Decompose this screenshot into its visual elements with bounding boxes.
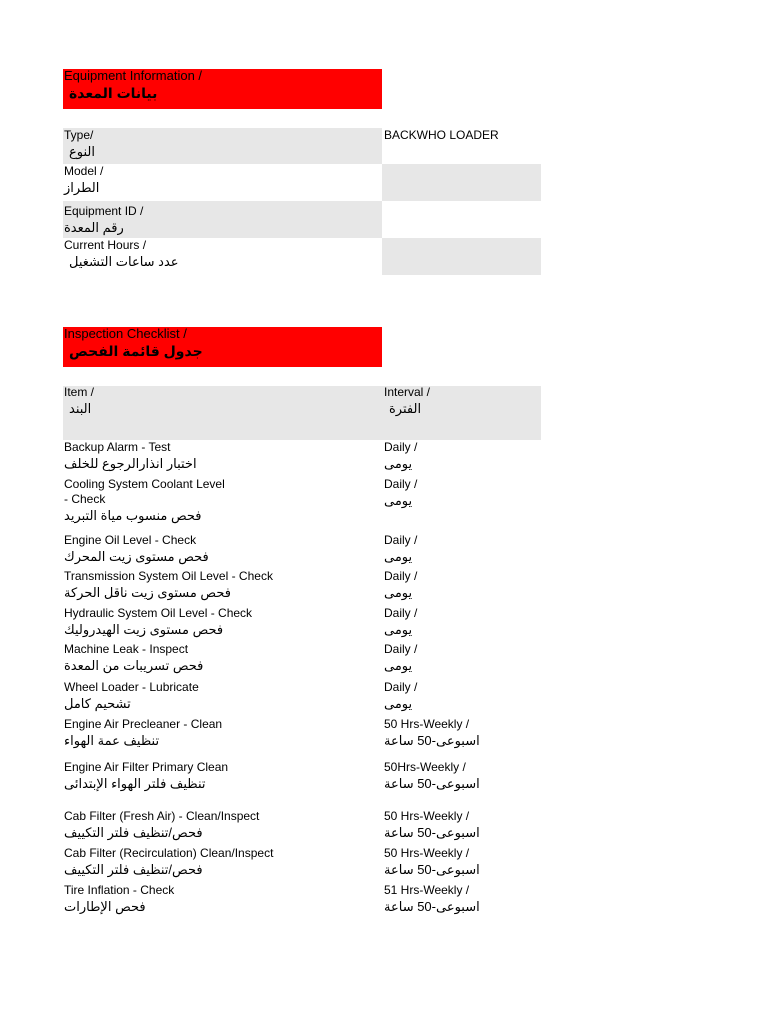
checklist-title-en: Inspection Checklist / <box>64 326 187 341</box>
item-interval-en: 51 Hrs-Weekly / <box>384 883 470 897</box>
model-label-ar: الطراز <box>64 180 100 195</box>
item-interval-en: Daily / <box>384 533 418 547</box>
item-interval-ar: اسبوعى-50 ساعة <box>384 825 480 840</box>
item-interval-en: Daily / <box>384 606 418 620</box>
item-interval-ar: يومى <box>384 658 413 673</box>
item-name-en: Engine Air Filter Primary Clean <box>64 760 229 774</box>
equipment-title-en: Equipment Information / <box>64 68 203 83</box>
equipment-row-type-label-bg <box>63 128 382 164</box>
current-hours-label-en: Current Hours / <box>64 238 147 252</box>
item-interval-en: Daily / <box>384 440 418 454</box>
item-interval-ar: اسبوعى-50 ساعة <box>384 733 480 748</box>
item-interval-ar: اسبوعى-50 ساعة <box>384 862 480 877</box>
item-name-ar: فحص مستوى زيت ناقل الحركة <box>64 585 231 600</box>
item-name-en: Cab Filter (Fresh Air) - Clean/Inspect <box>64 809 260 823</box>
col-item-en: Item / <box>64 385 95 399</box>
item-interval-en: Daily / <box>384 477 418 491</box>
item-name-ar: تنظيف فلتر الهواء الإبتدائى <box>64 776 206 791</box>
item-interval-en: 50 Hrs-Weekly / <box>384 846 470 860</box>
item-name-en: Hydraulic System Oil Level - Check <box>64 606 253 620</box>
item-name-en: Machine Leak - Inspect <box>64 642 189 656</box>
item-name-ar: فحص تسريبات من المعدة <box>64 658 204 673</box>
type-label-ar: النوع <box>69 144 95 159</box>
item-interval-en: 50 Hrs-Weekly / <box>384 717 470 731</box>
item-name-ar: تشحيم كامل <box>64 696 131 711</box>
item-name-ar: فحص منسوب مياة التبريد <box>64 508 202 523</box>
type-value: BACKWHO LOADER <box>384 128 499 142</box>
item-name-en: Cooling System Coolant Level <box>64 477 225 491</box>
item-name-en: Backup Alarm - Test <box>64 440 171 454</box>
item-name-ar: فحص الإطارات <box>64 899 146 914</box>
item-name-en: Engine Oil Level - Check <box>64 533 197 547</box>
item-interval-en: Daily / <box>384 642 418 656</box>
item-interval-ar: اسبوعى-50 ساعة <box>384 776 480 791</box>
col-interval-en: Interval / <box>384 385 431 399</box>
checklist-section-header <box>63 327 382 367</box>
item-name-en-cont: - Check <box>64 492 106 506</box>
item-interval-ar: يومى <box>384 456 413 471</box>
item-name-ar: فحص/تنظيف فلتر التكييف <box>64 825 203 840</box>
item-interval-en: 50 Hrs-Weekly / <box>384 809 470 823</box>
item-interval-ar: اسبوعى-50 ساعة <box>384 899 480 914</box>
item-name-ar: فحص مستوى زيت المحرك <box>64 549 209 564</box>
equipment-id-label-en: Equipment ID / <box>64 204 144 218</box>
checklist-title-ar: جدول قائمة الفحص <box>69 343 203 359</box>
item-interval-ar: يومى <box>384 493 413 508</box>
item-name-ar: فحص/تنظيف فلتر التكييف <box>64 862 203 877</box>
item-interval-ar: يومى <box>384 585 413 600</box>
item-name-en: Tire Inflation - Check <box>64 883 175 897</box>
type-label-en: Type/ <box>64 128 94 142</box>
equipment-row-model-value-bg <box>382 164 541 201</box>
item-name-en: Transmission System Oil Level - Check <box>64 569 273 583</box>
item-interval-ar: يومى <box>384 622 413 637</box>
col-item-ar: البند <box>69 401 92 416</box>
item-interval-ar: يومى <box>384 549 413 564</box>
equipment-id-label-ar: رقم المعدة <box>64 220 124 235</box>
item-name-en: Cab Filter (Recirculation) Clean/Inspect <box>64 846 274 860</box>
equipment-row-hours-value-bg <box>382 238 541 275</box>
item-name-ar: فحص مستوى زيت الهيدروليك <box>64 622 224 637</box>
item-interval-en: 50Hrs-Weekly / <box>384 760 466 774</box>
checklist-column-header <box>63 386 541 440</box>
item-interval-ar: يومى <box>384 696 413 711</box>
model-label-en: Model / <box>64 164 104 178</box>
item-name-ar: اختبار انذارالرجوع للخلف <box>64 456 197 471</box>
equipment-title-ar: بيانات المعدة <box>69 85 158 101</box>
item-name-ar: تنظيف عمة الهواء <box>64 733 160 748</box>
current-hours-label-ar: عدد ساعات التشغيل <box>69 254 179 269</box>
col-interval-ar: الفترة <box>389 401 422 416</box>
equipment-section-header <box>63 69 382 109</box>
item-interval-en: Daily / <box>384 569 418 583</box>
item-interval-en: Daily / <box>384 680 418 694</box>
item-name-en: Wheel Loader - Lubricate <box>64 680 199 694</box>
item-name-en: Engine Air Precleaner - Clean <box>64 717 223 731</box>
